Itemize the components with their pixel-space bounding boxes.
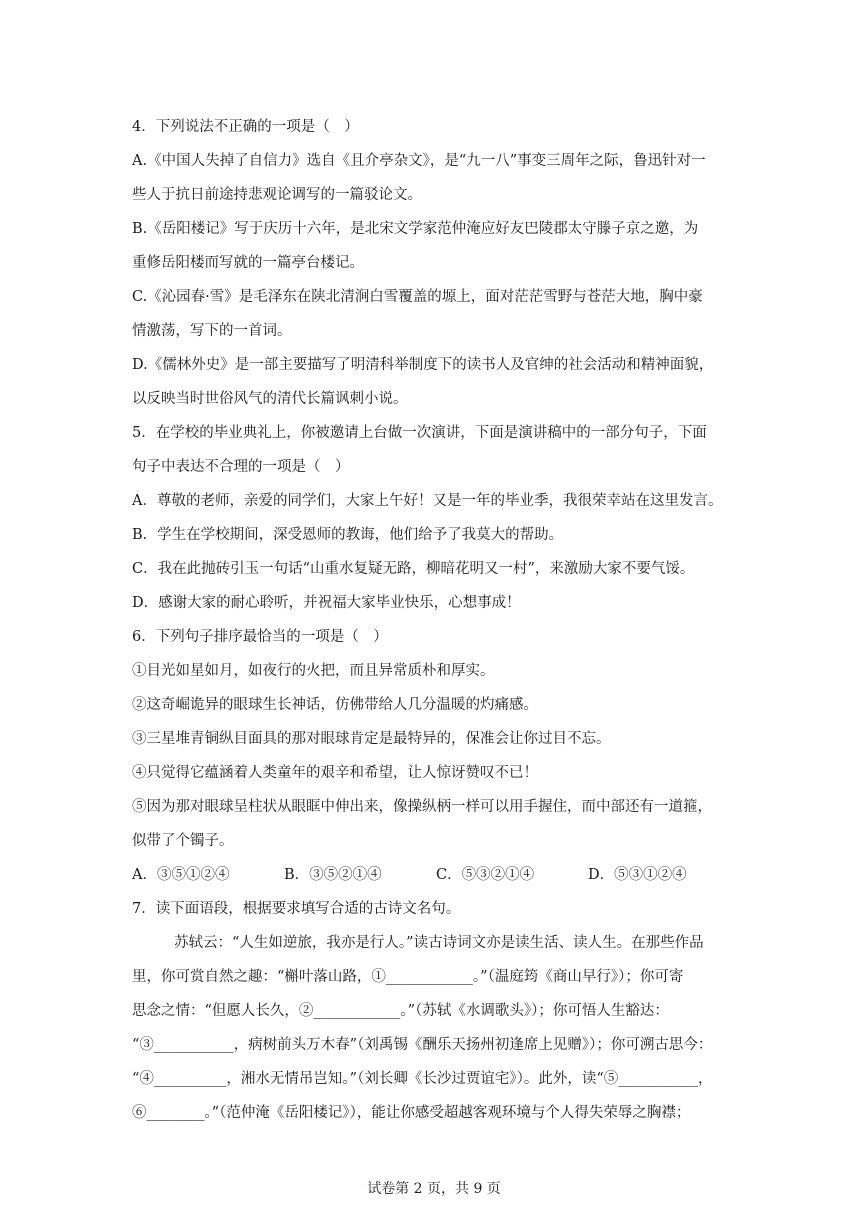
question-6 — [132, 620, 742, 892]
question-6-sentence-1: ①目光如星如月，如夜行的火把，而且异常质朴和厚实。 — [132, 663, 495, 679]
question-7-passage-line1: 苏轼云：“人生如逆旅，我亦是行人。”读古诗词文亦是读生活、读人生。在那些作品 — [174, 935, 704, 951]
question-4-option-c-line1: C.《沁园春·雪》是毛泽东在陕北清涧白雪覆盖的塬上，面对茫茫雪野与苍茫大地，胸中豪 — [132, 289, 703, 305]
question-5 — [132, 416, 742, 620]
question-7-passage-line5: “④__________，湘水无情吊岂知。”（刘长卿《长沙过贾谊宅》）。此外，读“⑤___________， — [132, 1071, 713, 1087]
question-6-options — [132, 858, 742, 892]
question-6-sentence-3: ③三星堆青铜纵目面具的那对眼球肯定是最特异的，保准会让你过目不忘。 — [132, 731, 611, 747]
question-7-stem: 7．读下面语段，根据要求填写合适的古诗文名句。 — [132, 901, 461, 917]
question-4-option-b-line1: B.《岳阳楼记》写于庆历十六年，是北宋文学家范仲淹应好友巴陵郡太守滕子京之邀，为 — [132, 221, 699, 237]
question-5-option-a: A．尊敬的老师，亲爱的同学们，大家上午好！又是一年的毕业季，我很荣幸站在这里发言。 — [132, 493, 723, 509]
question-6-option-d: D．⑤③①②④ — [588, 867, 687, 883]
question-6-stem: 6．下列句子排序最恰当的一项是（ ） — [132, 629, 388, 645]
page-footer: 试卷第 2 页，共 9 页 — [367, 1181, 501, 1197]
question-5-option-b: B．学生在学校期间，深受恩师的教诲，他们给予了我莫大的帮助。 — [132, 527, 564, 543]
page-content — [132, 110, 742, 1130]
question-4-option-a-line1: A.《中国人失掉了自信力》选自《且介亭杂文》，是“九一八”事变三周年之际，鲁迅针对一 — [132, 153, 706, 169]
question-5-stem-line2: 句子中表达不合理的一项是（ ） — [132, 459, 350, 475]
question-4-option-b-line2: 重修岳阳楼而写就的一篇亭台楼记。 — [132, 255, 364, 271]
question-6-option-c: C．⑤③②①④ — [436, 867, 535, 883]
question-6-sentence-5-line1: ⑤因为那对眼球呈柱状从眼眶中伸出来，像操纵柄一样可以用手握住，而中部还有一道箍， — [132, 799, 712, 815]
question-4-option-d-line1: D.《儒林外史》是一部主要描写了明清科举制度下的读书人及官绅的社会活动和精神面貌， — [132, 357, 714, 373]
question-5-stem-line1: 5．在学校的毕业典礼上，你被邀请上台做一次演讲，下面是演讲稿中的一部分句子，下面 — [132, 425, 707, 441]
question-5-option-d: D．感谢大家的耐心聆听，并祝福大家毕业快乐，心想事成！ — [132, 595, 521, 611]
question-7-passage-line6: ⑥________。”（范仲淹《岳阳楼记》），能让你感受超越客观环境与个人得失荣辱之胸襟； — [132, 1105, 691, 1121]
question-6-option-b: B．③⑤②①④ — [284, 867, 382, 883]
question-5-option-c: C．我在此抛砖引玉一句话“山重水复疑无路，柳暗花明又一村”，来激励大家不要气馁。 — [132, 561, 695, 577]
question-6-sentence-4: ④只觉得它蕴涵着人类童年的艰辛和希望，让人惊讶赞叹不已！ — [132, 765, 538, 781]
question-6-option-a: A．③⑤①②④ — [132, 867, 230, 883]
question-7-passage-line2: 里，你可赏自然之趣：“槲叶落山路，①____________。”（温庭筠《商山早行》）；你可寄 — [132, 969, 684, 985]
question-6-sentence-5-line2: 似带了个镯子。 — [132, 833, 234, 849]
question-4 — [132, 110, 742, 416]
question-4-option-c-line2: 情激荡，写下的一首词。 — [132, 323, 292, 339]
question-6-sentence-2: ②这奇崛诡异的眼球生长神话，仿佛带给人几分温暖的灼痛感。 — [132, 697, 538, 713]
question-4-option-d-line2: 以反映当时世俗风气的清代长篇讽刺小说。 — [132, 391, 408, 407]
question-7-passage-line4: “③___________，病树前头万木春”（刘禹锡《酬乐天扬州初逢席上见赠》）；你可溯古思今： — [132, 1037, 713, 1053]
question-7-passage-line3: 思念之情：“但愿人长久，②____________。”（苏轼《水调歌头》）；你可悟人生豁达： — [132, 1003, 669, 1019]
question-4-option-a-line2: 些人于抗日前途持悲观论调写的一篇驳论文。 — [132, 187, 422, 203]
question-7 — [132, 892, 742, 1130]
question-4-stem: 4．下列说法不正确的一项是（ ） — [132, 119, 359, 135]
